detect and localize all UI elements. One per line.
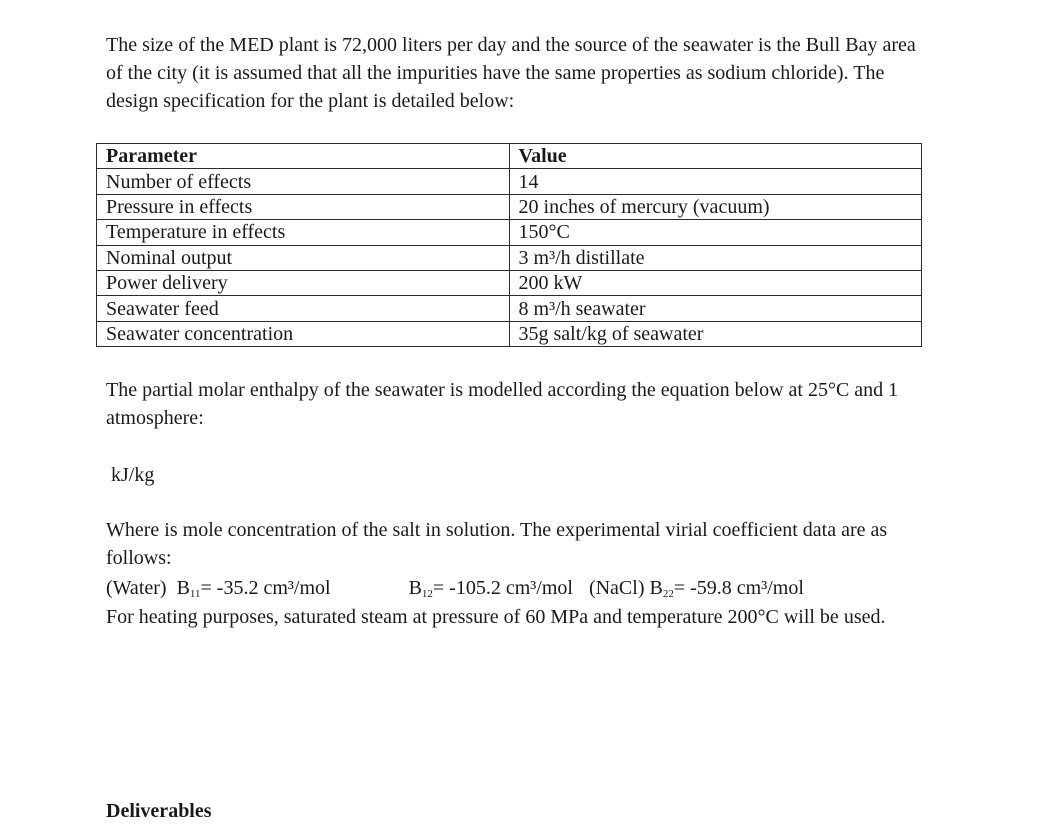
value-cell: 20 inches of mercury (vacuum) — [509, 194, 921, 219]
b11-value: = -35.2 cm³/mol — [200, 577, 331, 599]
intro-paragraph: The size of the MED plant is 72,000 liters per day and the source of the seawater is the Bull Bay area of the city (it is assumed that all the impurities have the same properties as sodium chloride). The design specification for the plant is detailed below: — [106, 34, 916, 112]
b12-subscript: 12 — [421, 588, 433, 600]
parameter-cell: Seawater feed — [97, 296, 510, 321]
value-cell: 200 kW — [509, 270, 921, 295]
parameter-cell: Pressure in effects — [97, 194, 510, 219]
b11-symbol: B — [176, 577, 190, 599]
value-cell: 14 — [509, 169, 921, 194]
parameter-cell: Seawater concentration — [97, 321, 510, 346]
b12-symbol: B — [408, 577, 422, 599]
deliverables-heading: Deliverables — [106, 800, 212, 822]
table-header-row — [97, 144, 922, 169]
b22-subscript: 22 — [662, 588, 674, 600]
design-spec-table — [96, 143, 922, 347]
header-value: Value — [509, 144, 921, 169]
water-label: (Water) — [106, 577, 167, 599]
table-row — [97, 296, 922, 321]
b12-value: = -105.2 cm³/mol — [432, 577, 573, 599]
virial-coefficients-line — [106, 574, 804, 602]
enthalpy-paragraph: The partial molar enthalpy of the seawater is modelled according the equation below at 25°C and 1 atmosphere: — [106, 379, 899, 429]
table-row — [97, 321, 922, 346]
header-parameter: Parameter — [97, 144, 510, 169]
b22-symbol: B — [649, 577, 663, 599]
where-paragraph: Where is mole concentration of the salt in solution. The experimental virial coefficient data are as follows: — [106, 519, 888, 569]
parameter-cell: Temperature in effects — [97, 220, 510, 245]
parameter-cell: Number of effects — [97, 169, 510, 194]
equation-unit: kJ/kg — [111, 464, 155, 486]
table-row — [97, 245, 922, 270]
value-cell: 8 m³/h seawater — [509, 296, 921, 321]
table-row — [97, 220, 922, 245]
table-row — [97, 270, 922, 295]
value-cell: 3 m³/h distillate — [509, 245, 921, 270]
heating-paragraph: For heating purposes, saturated steam at pressure of 60 MPa and temperature 200°C will be used. — [106, 606, 886, 628]
b11-subscript: 11 — [189, 588, 201, 600]
value-cell: 35g salt/kg of seawater — [509, 321, 921, 346]
parameter-cell: Nominal output — [97, 245, 510, 270]
nacl-label: (NaCl) — [588, 577, 645, 599]
table-row — [97, 194, 922, 219]
value-cell: 150°C — [509, 220, 921, 245]
parameter-cell: Power delivery — [97, 270, 510, 295]
table-row — [97, 169, 922, 194]
b22-value: = -59.8 cm³/mol — [673, 577, 804, 599]
